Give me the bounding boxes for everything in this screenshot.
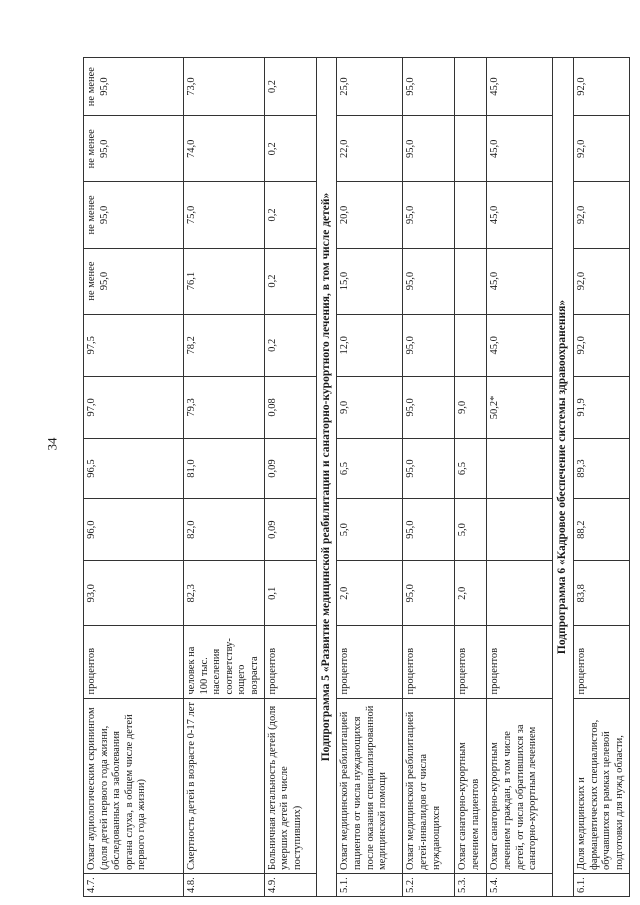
value-cell: 91,9 <box>574 376 629 438</box>
row-number: 5.2. <box>403 873 455 896</box>
table-row <box>264 58 316 897</box>
value-cell: 79,3 <box>184 376 265 438</box>
value-cell: 2,0 <box>455 561 487 626</box>
value-cell: 9,0 <box>455 376 487 438</box>
value-cell: 83,8 <box>574 561 629 626</box>
table-row <box>403 58 455 897</box>
value-cell: 93,0 <box>84 561 184 626</box>
value-cell: 0,2 <box>264 182 316 248</box>
value-cell: 96,5 <box>84 438 184 498</box>
value-cell: 92,0 <box>574 58 629 116</box>
value-cell: 73,0 <box>184 58 265 116</box>
value-cell: не менее 95,0 <box>84 182 184 248</box>
table-row <box>487 58 553 897</box>
value-cell: 45,0 <box>487 314 553 376</box>
value-cell: 20,0 <box>337 182 403 248</box>
value-cell: 97,0 <box>84 376 184 438</box>
value-cell <box>487 499 553 561</box>
value-cell: 92,0 <box>574 248 629 314</box>
value-cell: 95,0 <box>403 499 455 561</box>
indicator-name: Охват санаторно-курортным лечением пациентов <box>455 698 487 873</box>
value-cell <box>487 561 553 626</box>
value-cell: 95,0 <box>403 182 455 248</box>
indicator-name: Охват медицинской реабилитацией детей-инвалидов от числа нуждающихся <box>403 698 455 873</box>
value-cell <box>455 182 487 248</box>
row-number: 6.1. <box>574 873 629 896</box>
value-cell: 15,0 <box>337 248 403 314</box>
value-cell: 76,1 <box>184 248 265 314</box>
value-cell: 50,2* <box>487 376 553 438</box>
section-row <box>316 58 337 897</box>
value-cell <box>455 314 487 376</box>
value-cell <box>487 438 553 498</box>
value-cell: не менее 95,0 <box>84 248 184 314</box>
table-row <box>574 58 629 897</box>
value-cell: 45,0 <box>487 248 553 314</box>
rotated-table <box>83 57 623 897</box>
section-title: Подпрограмма 6 «Кадровое обеспечение системы здравоохранения» <box>553 58 574 897</box>
indicator-name: Охват санаторно-курортным лечением граждан, в том числе детей, от числа обратившихся за санаторно-курортным лечением <box>487 698 553 873</box>
table-body <box>84 58 630 897</box>
value-cell: 96,0 <box>84 499 184 561</box>
value-cell: 5,0 <box>455 499 487 561</box>
value-cell: 95,0 <box>403 314 455 376</box>
value-cell: 74,0 <box>184 116 265 182</box>
table-row <box>84 58 184 897</box>
value-cell: 92,0 <box>574 116 629 182</box>
value-cell: 95,0 <box>403 116 455 182</box>
table-row <box>337 58 403 897</box>
value-cell: 22,0 <box>337 116 403 182</box>
indicator-name: Охват аудиологическим скринингом (доля детей первого года жизни, обследованных на заболевания органа слуха, в общем числе детей первого года жизни) <box>84 698 184 873</box>
indicator-name: Доля медицинских и фармацевтических специалистов, обучавшихся в рамках целевой подготовки для нужд области, <box>574 698 629 873</box>
page-number: 34 <box>44 437 60 451</box>
indicator-name: Смертность детей в возрасте 0-17 лет <box>184 698 265 873</box>
value-cell: 12,0 <box>337 314 403 376</box>
value-cell: 9,0 <box>337 376 403 438</box>
table-row <box>455 58 487 897</box>
unit-cell: процентов <box>403 626 455 698</box>
value-cell: 89,3 <box>574 438 629 498</box>
row-number: 5.1. <box>337 873 403 896</box>
value-cell: 0,09 <box>264 438 316 498</box>
table-row <box>184 58 265 897</box>
value-cell <box>455 248 487 314</box>
value-cell: 92,0 <box>574 182 629 248</box>
value-cell: 0,2 <box>264 314 316 376</box>
value-cell: 75,0 <box>184 182 265 248</box>
value-cell: 45,0 <box>487 58 553 116</box>
unit-cell: человек на 100 тыс. населения соответству-ющего возраста <box>184 626 265 698</box>
value-cell: 81,0 <box>184 438 265 498</box>
unit-cell: процентов <box>455 626 487 698</box>
value-cell: 95,0 <box>403 376 455 438</box>
indicator-name: Больничная летальность детей (доля умерших детей в числе поступивших) <box>264 698 316 873</box>
value-cell: 82,0 <box>184 499 265 561</box>
value-cell: 92,0 <box>574 314 629 376</box>
unit-cell: процентов <box>264 626 316 698</box>
value-cell: 82,3 <box>184 561 265 626</box>
value-cell: 2,0 <box>337 561 403 626</box>
section-title: Подпрограмма 5 «Развитие медицинской реабилитации и санаторно-курортного лечения, в том числе детей» <box>316 58 337 897</box>
row-number: 4.7. <box>84 873 184 896</box>
value-cell: 0,2 <box>264 116 316 182</box>
unit-cell: процентов <box>84 626 184 698</box>
indicators-table <box>83 57 630 897</box>
value-cell: 95,0 <box>403 248 455 314</box>
value-cell: 78,2 <box>184 314 265 376</box>
row-number: 5.4. <box>487 873 553 896</box>
section-row <box>553 58 574 897</box>
unit-cell: процентов <box>487 626 553 698</box>
row-number: 4.8. <box>184 873 265 896</box>
value-cell: 45,0 <box>487 182 553 248</box>
value-cell: 88,2 <box>574 499 629 561</box>
row-number: 4.9. <box>264 873 316 896</box>
value-cell: 0,2 <box>264 58 316 116</box>
value-cell <box>455 116 487 182</box>
value-cell: 0,09 <box>264 499 316 561</box>
value-cell: 45,0 <box>487 116 553 182</box>
value-cell: 0,08 <box>264 376 316 438</box>
value-cell: не менее 95,0 <box>84 58 184 116</box>
value-cell: 0,1 <box>264 561 316 626</box>
table-container <box>83 57 623 897</box>
value-cell: 6,5 <box>337 438 403 498</box>
unit-cell: процентов <box>574 626 629 698</box>
value-cell: 6,5 <box>455 438 487 498</box>
value-cell: не менее 95,0 <box>84 116 184 182</box>
value-cell: 97,5 <box>84 314 184 376</box>
row-number: 5.3. <box>455 873 487 896</box>
value-cell: 95,0 <box>403 438 455 498</box>
indicator-name: Охват медицинской реабилитацией пациентов от числа нуждающихся после оказания специализированной медицинской помощи <box>337 698 403 873</box>
value-cell <box>455 58 487 116</box>
unit-cell: процентов <box>337 626 403 698</box>
value-cell: 0,2 <box>264 248 316 314</box>
value-cell: 25,0 <box>337 58 403 116</box>
value-cell: 95,0 <box>403 58 455 116</box>
value-cell: 95,0 <box>403 561 455 626</box>
value-cell: 5,0 <box>337 499 403 561</box>
